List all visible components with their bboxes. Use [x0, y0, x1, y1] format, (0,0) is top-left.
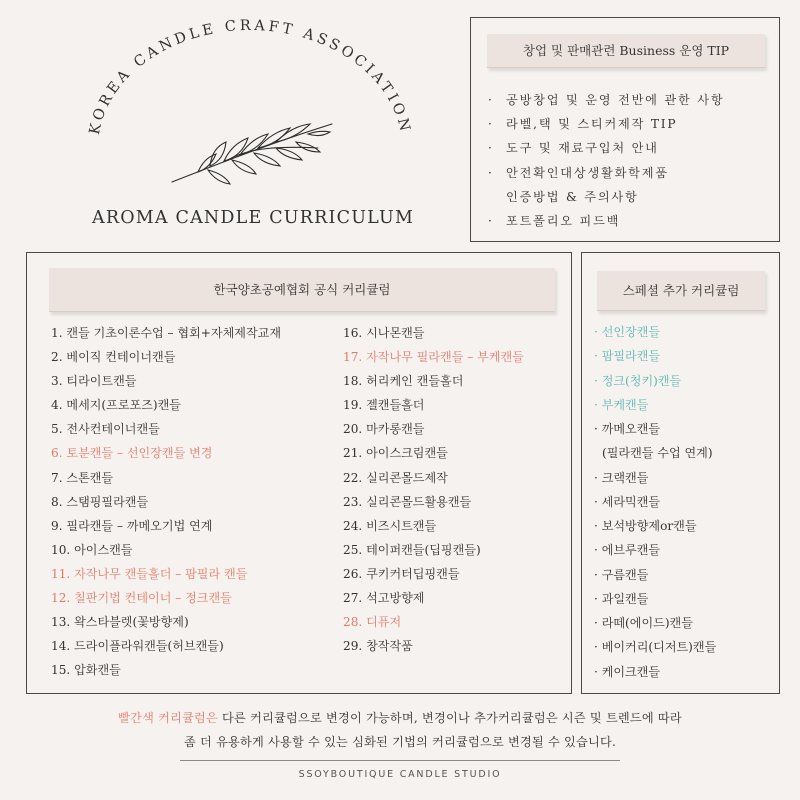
curriculum-item: 14. 드라이플라워캔들(허브캔들) — [51, 639, 224, 654]
business-tip-list — [488, 88, 778, 233]
business-tip-item — [488, 88, 778, 112]
special-curriculum-list — [594, 320, 779, 684]
special-curriculum-title: 스페셜 추가 커리큘럼 — [597, 271, 765, 311]
business-tip-text: 공방창업 및 운영 전반에 관한 사항 — [506, 93, 725, 107]
curriculum-item: 7. 스톤캔들 — [51, 470, 114, 485]
curriculum-item: 26. 쿠키커터딥핑캔들 — [343, 566, 460, 581]
curriculum-item-changeable: 12. 칠판기법 컨테이너 – 정크캔들 — [51, 591, 232, 606]
branch-illustration-icon — [168, 118, 338, 186]
business-tip-item — [488, 136, 778, 160]
business-tip-text: 포트폴리오 피드백 — [506, 213, 621, 228]
business-tip-item — [488, 161, 778, 185]
business-tip-title: 창업 및 판매관련 Business 운영 TIP — [487, 34, 765, 68]
curriculum-item-changeable: 17. 자작나무 필라캔들 – 부케캔들 — [343, 350, 524, 365]
special-curriculum-item: · 선인장캔들 — [594, 325, 661, 339]
special-curriculum-item: · 케이크캔들 — [594, 664, 661, 679]
curriculum-item-changeable: 11. 자작나무 캔들홀더 – 팜필라 캔들 — [51, 566, 248, 581]
special-curriculum-item: · 크랙캔들 — [594, 470, 649, 485]
special-curriculum-item: · 베이커리(디저트)캔들 — [594, 640, 717, 655]
special-curriculum-item: · 정크(청키)캔들 — [594, 373, 682, 388]
bullet-dot: · — [488, 165, 494, 180]
curriculum-item: 24. 비즈시트캔들 — [343, 518, 437, 533]
curriculum-title: AROMA CANDLE CURRICULUM — [92, 208, 415, 228]
special-curriculum-item: · 까메오캔들 — [594, 422, 661, 436]
note-highlight: 빨간색 커리큘럼은 — [118, 711, 218, 725]
curriculum-item: 5. 전사컨테이너캔들 — [51, 422, 160, 437]
studio-name: SSOYBOUTIQUE CANDLE STUDIO — [298, 769, 502, 780]
special-curriculum-panel — [581, 252, 780, 694]
curriculum-item: 8. 스탬핑필라캔들 — [51, 494, 149, 509]
curriculum-item: 18. 허리케인 캔들홀더 — [343, 374, 464, 389]
business-tip-panel — [470, 17, 780, 242]
note-line-2: 좀 더 유용하게 사용할 수 있는 심화된 기법의 커리큘럼으로 변경될 수 있습니다. — [183, 735, 617, 749]
business-tip-item — [488, 185, 778, 209]
curriculum-item: 19. 젤캔들홀더 — [343, 398, 425, 413]
curriculum-item-changeable: 28. 디퓨저 — [343, 615, 402, 630]
note-line-1 — [40, 709, 760, 726]
curriculum-item: 15. 압화캔들 — [51, 663, 121, 678]
note-line-1-rest: 다른 커리큘럼으로 변경이 가능하며, 변경이나 추가커리큘럼은 시즌 및 트렌드에 따라 — [217, 711, 682, 725]
footer-divider — [180, 760, 620, 761]
official-curriculum-panel — [26, 252, 572, 694]
curriculum-item: 1. 캔들 기초이론수업 – 협회+자체제작교재 — [51, 326, 282, 340]
business-tip-item — [488, 209, 778, 233]
business-tip-text: 도구 및 재료구입처 안내 — [506, 141, 659, 156]
special-curriculum-item: · 팜필라캔들 — [594, 349, 661, 364]
curriculum-item: 23. 실리콘몰드활용캔들 — [343, 494, 472, 509]
curriculum-item: 22. 실리콘몰드제작 — [343, 470, 448, 485]
business-tip-item — [488, 112, 778, 136]
special-item-note: (필라캔들 수업 연계) — [602, 446, 713, 461]
association-name: KOREA CANDLE CRAFT ASSOCIATION — [86, 17, 414, 137]
curriculum-item-changeable: 6. 토분캔들 – 선인장캔들 변경 — [51, 446, 213, 461]
curriculum-item: 4. 메세지(프로포즈)캔들 — [51, 398, 181, 413]
curriculum-item: 10. 아이스캔들 — [51, 542, 133, 557]
curriculum-item: 2. 베이직 컨테이너캔들 — [51, 350, 176, 365]
curriculum-left-column — [51, 321, 351, 682]
bullet-dot: · — [488, 93, 494, 107]
special-curriculum-item: · 과일캔들 — [594, 591, 649, 606]
special-curriculum-item: · 보석방향제or캔들 — [594, 519, 697, 533]
curriculum-item: 29. 창작작품 — [343, 639, 413, 654]
special-curriculum-item: · 에브루캔들 — [594, 543, 661, 558]
special-curriculum-item: · 부케캔들 — [594, 397, 649, 412]
business-tip-text: 라벨,택 및 스티커제작 TIP — [506, 117, 678, 132]
curriculum-item: 13. 왁스타블렛(꽃방향제) — [51, 615, 189, 630]
curriculum-item: 21. 아이스크림캔들 — [343, 446, 448, 461]
special-curriculum-item: · 세라믹캔들 — [594, 494, 661, 509]
curriculum-item: 27. 석고방향제 — [343, 591, 425, 606]
special-curriculum-item: · 라떼(에이드)캔들 — [594, 616, 693, 630]
special-curriculum-item: · 구름캔들 — [594, 567, 649, 582]
curriculum-item: 3. 티라이트캔들 — [51, 374, 137, 389]
curriculum-item: 9. 필라캔들 – 까메오기법 연계 — [51, 518, 213, 533]
curriculum-right-column — [343, 321, 568, 658]
bullet-dot: · — [488, 141, 494, 156]
official-curriculum-title: 한국양초공예협회 공식 커리큘럼 — [49, 268, 555, 312]
curriculum-item: 20. 마카롱캔들 — [343, 422, 425, 437]
bullet-dot: · — [488, 213, 494, 228]
business-tip-text: 인증방법 & 주의사항 — [506, 189, 639, 204]
curriculum-item: 25. 테이퍼캔들(딥핑캔들) — [343, 542, 481, 557]
curriculum-item: 16. 시나몬캔들 — [343, 326, 425, 340]
bullet-dot: · — [488, 117, 494, 132]
business-tip-text: 안전확인대상생활화학제품 — [506, 165, 669, 180]
